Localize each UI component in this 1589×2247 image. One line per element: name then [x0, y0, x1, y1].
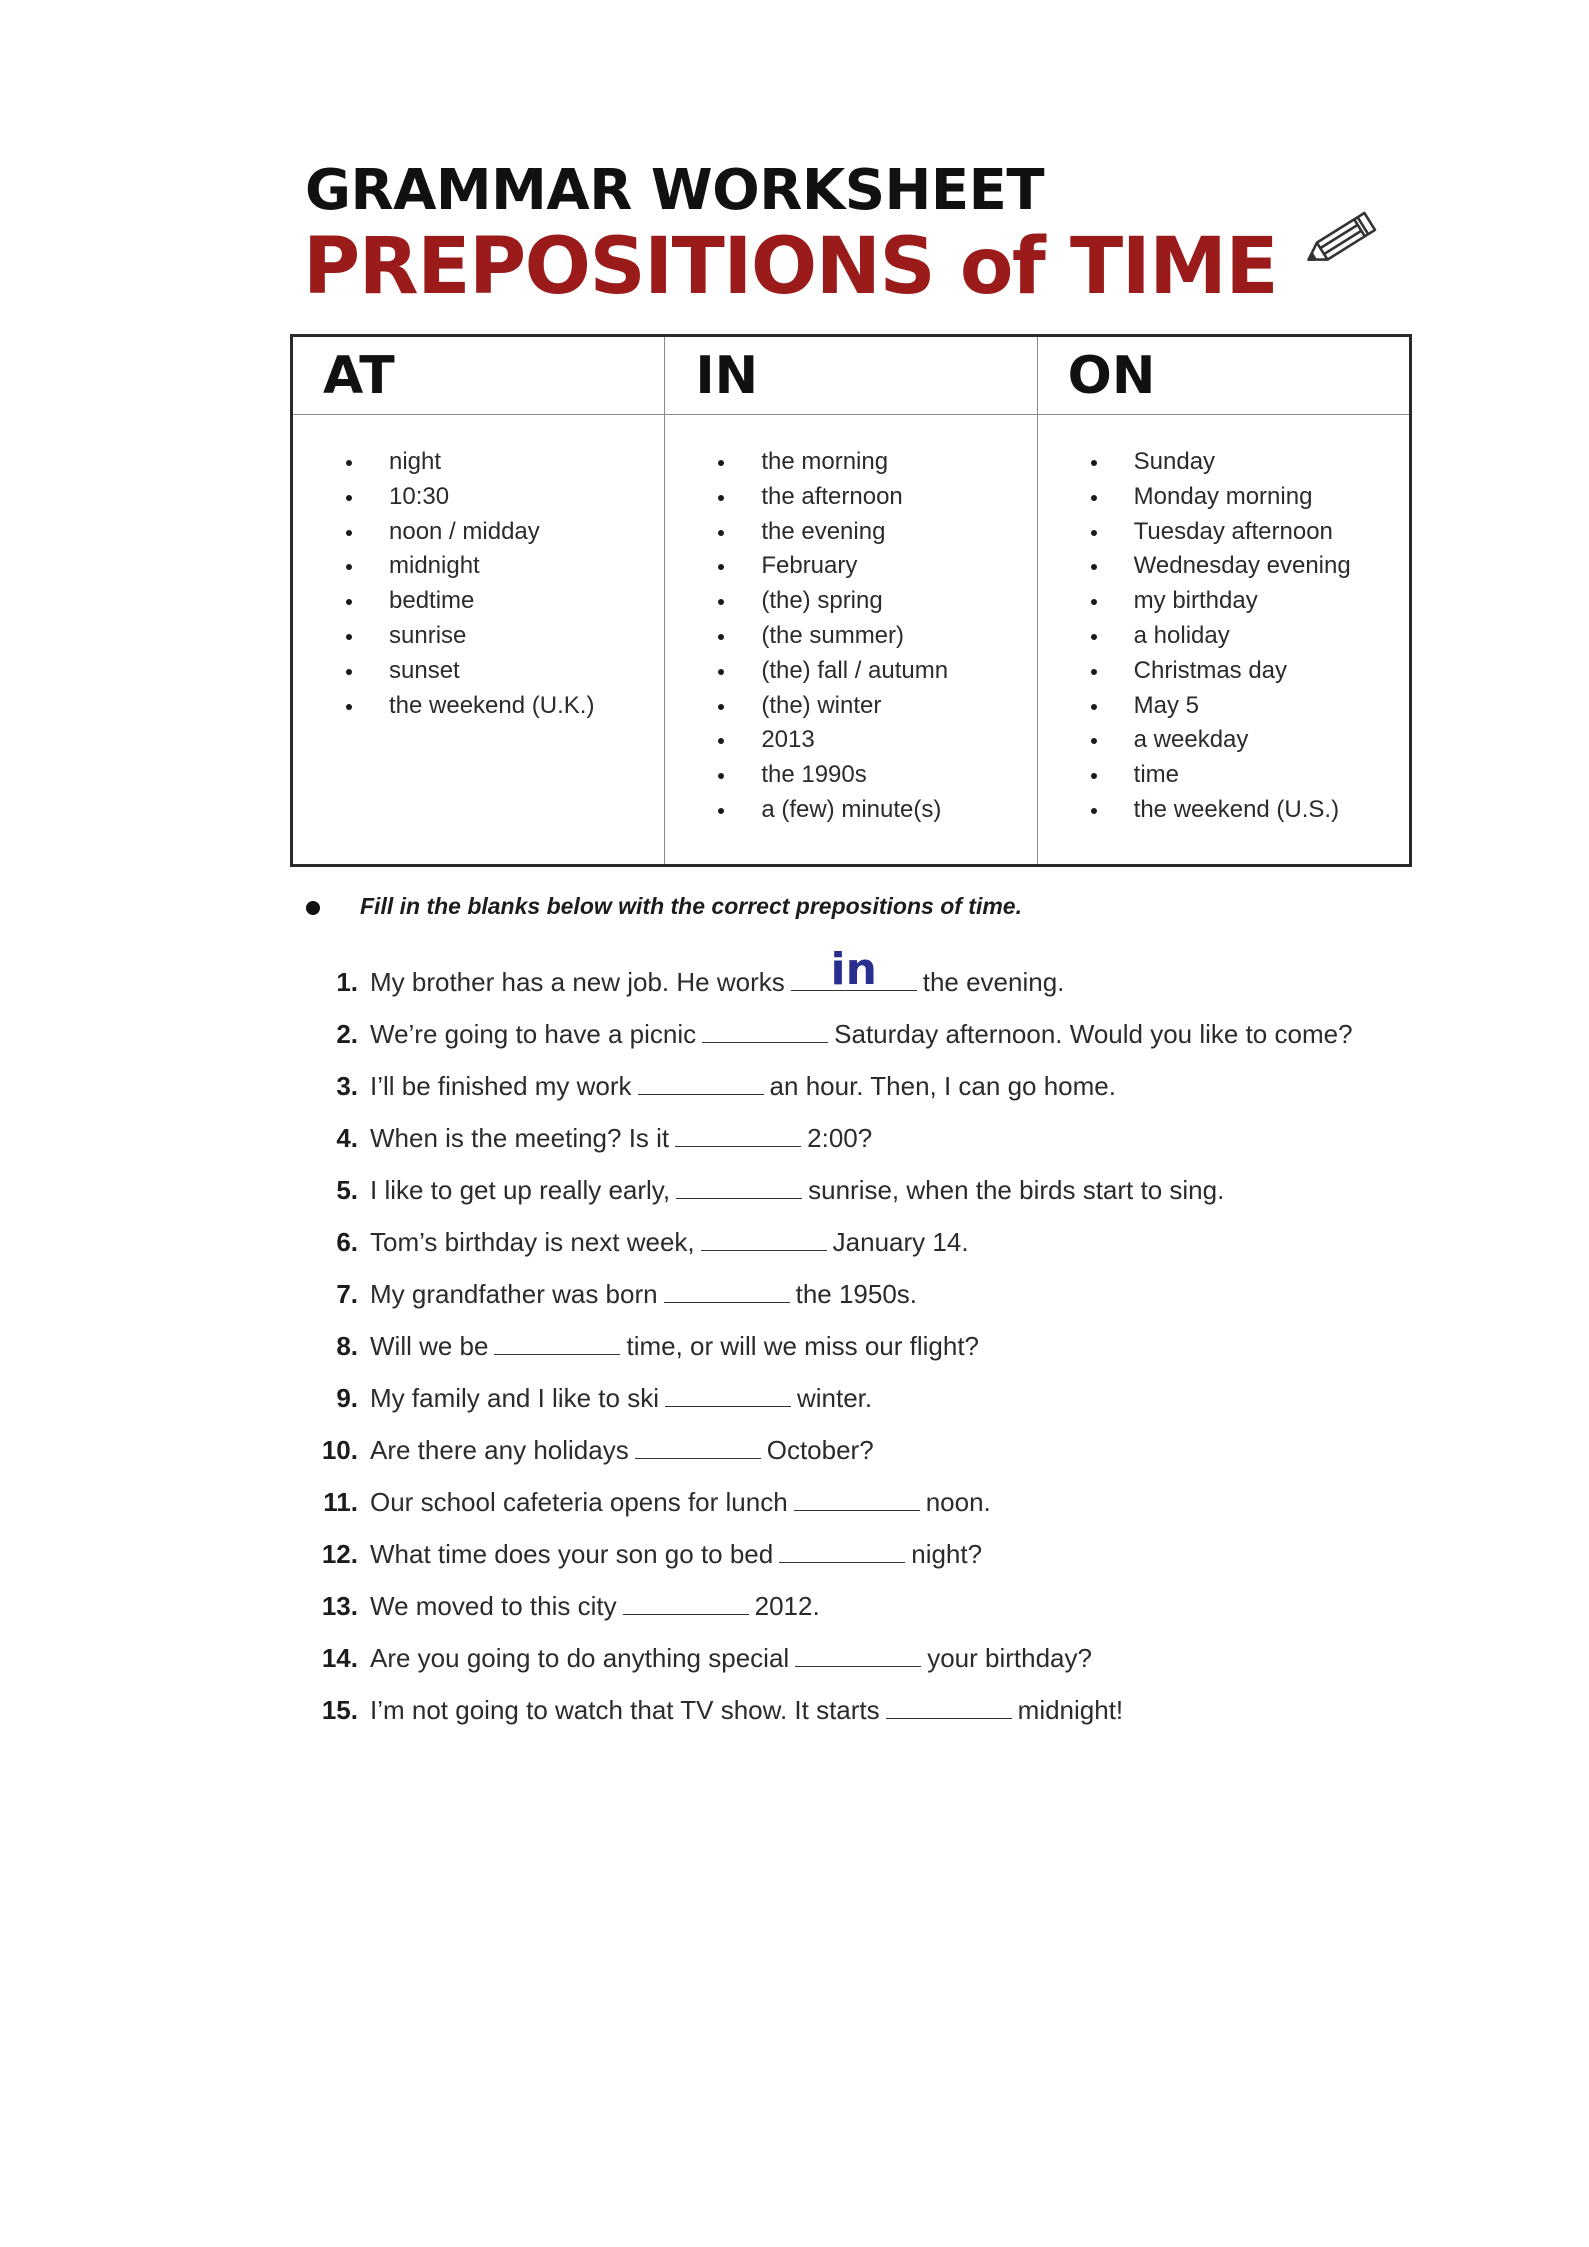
- worksheet-subtitle: PREPOSITIONS of TIME: [303, 222, 1278, 312]
- answer-blank[interactable]: [635, 1430, 761, 1459]
- sentence-start: When is the meeting? Is it: [370, 1123, 670, 1153]
- exercise-item: [300, 1482, 1450, 1534]
- sentence-start: I’ll be finished my work: [370, 1071, 632, 1101]
- answer-blank[interactable]: [638, 1066, 764, 1095]
- list-item: May 5: [1038, 689, 1409, 724]
- exercise-item: [300, 1222, 1450, 1274]
- in-column: [665, 337, 1037, 864]
- list-item: a weekday: [1038, 723, 1409, 758]
- exercise-item: [300, 1118, 1450, 1170]
- list-item: a (few) minute(s): [665, 793, 1036, 828]
- at-list: [293, 415, 664, 723]
- list-item: my birthday: [1038, 584, 1409, 619]
- list-item: the afternoon: [665, 480, 1036, 515]
- sentence-end: night?: [911, 1539, 983, 1569]
- answer-blank[interactable]: [664, 1274, 790, 1303]
- list-item: Monday morning: [1038, 480, 1409, 515]
- exercise-number: 14.: [321, 1643, 358, 1673]
- bullet-icon: [306, 901, 320, 915]
- answer-blank[interactable]: [701, 1222, 827, 1251]
- exercise-item: [300, 944, 1450, 1014]
- exercise-number: 11.: [323, 1487, 358, 1517]
- exercise-number: 4.: [336, 1123, 358, 1153]
- list-item: sunrise: [293, 619, 664, 654]
- exercise-item: [300, 1378, 1450, 1430]
- list-item: Tuesday afternoon: [1038, 515, 1409, 550]
- column-heading-on: ON: [1038, 337, 1409, 415]
- exercise-number: 5.: [336, 1175, 358, 1205]
- instruction-text: Fill in the blanks below with the correct prepositions of time.: [360, 893, 1022, 919]
- answer-blank[interactable]: [779, 1534, 905, 1563]
- list-item: the 1990s: [665, 758, 1036, 793]
- sentence-end: your birthday?: [927, 1643, 1092, 1673]
- exercise-number: 3.: [336, 1071, 358, 1101]
- pencil-icon: [1295, 200, 1385, 280]
- list-item: noon / midday: [293, 515, 664, 550]
- answer-blank[interactable]: [702, 1014, 828, 1043]
- handwritten-answer: in: [830, 944, 877, 995]
- list-item: the morning: [665, 445, 1036, 480]
- worksheet-title: GRAMMAR WORKSHEET: [305, 158, 1045, 223]
- exercise-item: [300, 1690, 1450, 1742]
- on-column: [1038, 337, 1409, 864]
- list-item: 2013: [665, 723, 1036, 758]
- exercise-number: 2.: [336, 1019, 358, 1049]
- list-item: Christmas day: [1038, 654, 1409, 689]
- exercise-item: [300, 1586, 1450, 1638]
- answer-blank[interactable]: [794, 1482, 920, 1511]
- sentence-end: winter.: [796, 1383, 873, 1413]
- exercise-item: [300, 1014, 1450, 1066]
- sentence-end: the 1950s.: [795, 1279, 918, 1309]
- sentence-end: sunrise, when the birds start to sing.: [808, 1175, 1225, 1205]
- exercise-item: [300, 1274, 1450, 1326]
- exercise-number: 6.: [336, 1227, 358, 1257]
- exercise-item: [300, 1534, 1450, 1586]
- list-item: Wednesday evening: [1038, 549, 1409, 584]
- sentence-end: Saturday afternoon. Would you like to come?: [834, 1019, 1353, 1049]
- exercise-number: 7.: [336, 1279, 358, 1309]
- sentence-end: midnight!: [1017, 1695, 1124, 1725]
- exercise-number: 9.: [336, 1383, 358, 1413]
- list-item: (the) spring: [665, 584, 1036, 619]
- exercise-number: 1.: [336, 967, 358, 997]
- exercise-number: 8.: [336, 1331, 358, 1361]
- answer-blank[interactable]: [676, 1170, 802, 1199]
- sentence-start: My family and I like to ski: [370, 1383, 659, 1413]
- list-item: night: [293, 445, 664, 480]
- column-heading-at: AT: [293, 337, 664, 415]
- answer-blank[interactable]: [886, 1690, 1012, 1719]
- sentence-start: I like to get up really early,: [370, 1175, 671, 1205]
- sentence-start: Are you going to do anything special: [370, 1643, 790, 1673]
- answer-blank[interactable]: [675, 1118, 801, 1147]
- sentence-start: I’m not going to watch that TV show. It starts: [370, 1695, 880, 1725]
- list-item: February: [665, 549, 1036, 584]
- list-item: 10:30: [293, 480, 664, 515]
- list-item: the weekend (U.S.): [1038, 793, 1409, 828]
- exercise-number: 12.: [321, 1539, 358, 1569]
- sentence-start: Are there any holidays: [370, 1435, 629, 1465]
- list-item: the weekend (U.K.): [293, 689, 664, 724]
- list-item: time: [1038, 758, 1409, 793]
- sentence-end: noon.: [925, 1487, 991, 1517]
- list-item: (the) fall / autumn: [665, 654, 1036, 689]
- exercise-item: [300, 1170, 1450, 1222]
- list-item: sunset: [293, 654, 664, 689]
- sentence-start: We moved to this city: [370, 1591, 617, 1621]
- prepositions-table: [290, 334, 1412, 867]
- list-item: a holiday: [1038, 619, 1409, 654]
- exercise-number: 13.: [321, 1591, 358, 1621]
- list-item: Sunday: [1038, 445, 1409, 480]
- sentence-start: What time does your son go to bed: [370, 1539, 774, 1569]
- sentence-end: the evening.: [922, 967, 1065, 997]
- exercise-number: 15.: [321, 1695, 358, 1725]
- answer-blank[interactable]: [795, 1638, 921, 1667]
- sentence-end: 2012.: [754, 1591, 820, 1621]
- sentence-start: We’re going to have a picnic: [370, 1019, 697, 1049]
- answer-blank[interactable]: [623, 1586, 749, 1615]
- column-heading-in: IN: [665, 337, 1036, 415]
- on-list: [1038, 415, 1409, 828]
- sentence-start: My brother has a new job. He works: [370, 967, 785, 997]
- sentence-start: My grandfather was born: [370, 1279, 658, 1309]
- in-list: [665, 415, 1036, 828]
- list-item: (the) winter: [665, 689, 1036, 724]
- exercise-list: [300, 944, 1450, 1742]
- exercise-item: [300, 1638, 1450, 1690]
- exercise-item: [300, 1430, 1450, 1482]
- list-item: (the summer): [665, 619, 1036, 654]
- at-column: [293, 337, 665, 864]
- sentence-end: an hour. Then, I can go home.: [769, 1071, 1116, 1101]
- list-item: bedtime: [293, 584, 664, 619]
- list-item: the evening: [665, 515, 1036, 550]
- exercise-number: 10.: [321, 1435, 358, 1465]
- list-item: midnight: [293, 549, 664, 584]
- sentence-start: Our school cafeteria opens for lunch: [370, 1487, 788, 1517]
- sentence-start: Tom’s birthday is next week,: [370, 1227, 695, 1257]
- sentence-end: January 14.: [832, 1227, 969, 1257]
- answer-blank[interactable]: [494, 1326, 620, 1355]
- sentence-end: October?: [766, 1435, 874, 1465]
- answer-blank[interactable]: [791, 944, 917, 995]
- sentence-end: 2:00?: [807, 1123, 873, 1153]
- sentence-end: time, or will we miss our flight?: [626, 1331, 980, 1361]
- exercise-item: [300, 1326, 1450, 1378]
- answer-blank[interactable]: [665, 1378, 791, 1407]
- exercise-item: [300, 1066, 1450, 1118]
- sentence-start: Will we be: [370, 1331, 489, 1361]
